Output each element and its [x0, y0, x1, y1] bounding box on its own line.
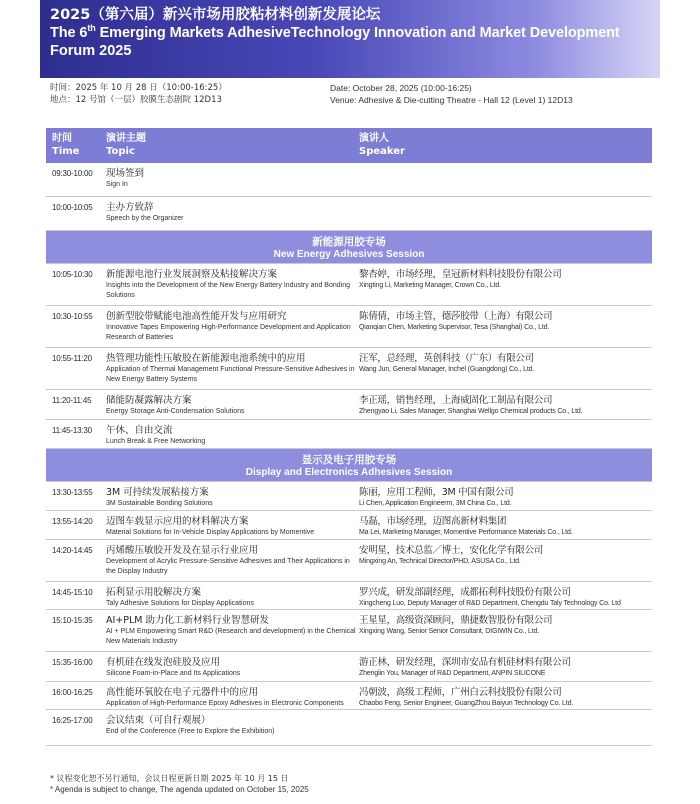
row-speaker — [357, 487, 652, 510]
topic-en: Development of Acrylic Pressure-Sensitive Adhesives and Their Applications in the Display Industry — [106, 558, 350, 575]
agenda-row — [46, 420, 652, 449]
row-speaker — [357, 395, 652, 419]
speaker-cn: 黎杏婷，市场经理，皇冠新材料科技股份有限公司 — [359, 269, 562, 280]
agenda-row — [46, 390, 652, 420]
topic-en: Application of High-Performance Epoxy Adhesives in Electronic Components — [106, 700, 344, 707]
session-title-en: New Energy Adhesives Session — [273, 249, 425, 260]
topic-en: Sign In — [106, 181, 128, 188]
speaker-cn: 马磊，市场经理，迈图高新材料集团 — [359, 516, 507, 527]
row-time: 15:35-16:00 — [52, 658, 93, 667]
row-topic — [102, 687, 357, 709]
venue-cn: 地点：12 号馆（一层）胶膜生态剧院 12D13 — [50, 95, 222, 105]
title-en: The 6th Emerging Markets AdhesiveTechnology Innovation and Market Development — [50, 23, 620, 41]
date-en: Date: October 28, 2025 (10:00-16:25) — [330, 83, 472, 93]
topic-cn: 有机硅在线发泡硅胶及应用 — [106, 657, 221, 668]
header-speaker-en: Speaker — [359, 146, 405, 157]
speaker-en: Mingxing An, Technical Director/PHD, ASUSA Co., Ltd. — [359, 558, 521, 565]
time-cn: 时间：2025 年 10 月 28 日（10:00-16:25） — [50, 83, 227, 93]
speaker-cn: 王星星，高级资深顾问，鼎捷数智股份有限公司 — [359, 615, 553, 626]
rows-new-energy — [46, 264, 652, 449]
header-topic-en: Topic — [106, 146, 135, 157]
topic-cn: 午休、自由交流 — [106, 425, 173, 436]
topic-en: Lunch Break & Free Networking — [106, 438, 206, 445]
speaker-en: Zhenglin You, Manager of R&D Department, ANPIN SILICONE — [359, 670, 546, 677]
header-topic-cn: 演讲主题 — [106, 133, 146, 144]
row-speaker — [357, 545, 652, 581]
topic-cn: 丙烯酸压敏胶开发及在显示行业应用 — [106, 545, 259, 556]
speaker-en: Ma Lei, Marketing Manager, Momentive Performance Materials Co., Ltd. — [359, 529, 573, 536]
venue-en: Venue: Adhesive & Die-cutting Theatre - Hall 12 (Level 1) 12D13 — [330, 95, 573, 105]
topic-en: Speech by the Organizer — [106, 215, 184, 222]
agenda-table — [46, 128, 652, 746]
row-time: 10:55-11:20 — [52, 354, 92, 363]
note-cn: * 议程变化恕不另行通知，会议日程更新日期 2025 年 10 月 15 日 — [50, 774, 289, 783]
row-topic — [102, 615, 357, 651]
speaker-cn: 罗兴成，研发部副经理，成都拓利科技股份有限公司 — [359, 587, 571, 598]
row-speaker — [357, 516, 652, 539]
header-time-en: Time — [52, 146, 80, 157]
speaker-cn: 李正瑶，销售经理，上海威固化工制品有限公司 — [359, 395, 553, 406]
topic-en: Material Solutions for In-Vehicle Display Applications by Momentive — [106, 529, 315, 536]
row-speaker — [357, 425, 652, 448]
row-time: 16:25-17:00 — [52, 716, 93, 725]
row-time: 10:00-10:05 — [52, 203, 93, 212]
event-info — [50, 82, 660, 106]
row-time: 11:20-11:45 — [52, 396, 92, 405]
speaker-en: Wang Jun, General Manager, Inchel (Guangdong) Co., Ltd. — [359, 366, 535, 373]
row-speaker — [357, 168, 652, 196]
speaker-en: Xingxing Wang, Senior Senior Consultant, DIGIWIN Co., Ltd. — [359, 628, 540, 635]
note-en: * Agenda is subject to change, The agenda updated on October 15, 2025 — [50, 785, 309, 794]
speaker-en: Xingting Li, Marketing Manager, Crown Co., Ltd. — [359, 282, 501, 289]
row-topic — [102, 425, 357, 448]
topic-en: 3M Sustainable Bonding Solutions — [106, 500, 213, 507]
speaker-cn: 安明星，技术总监／博士，安化化学有限公司 — [359, 545, 544, 556]
topic-en: End of the Conference (Free to Explore the Exhibition) — [106, 728, 275, 735]
topic-en: AI + PLM Empowering Smart R&D (Research and development) in the Chemical New Materials Industry — [106, 628, 356, 645]
row-speaker — [357, 715, 652, 745]
row-time: 13:55-14:20 — [52, 517, 93, 526]
agenda-row — [46, 197, 652, 231]
topic-cn: 迈图车载显示应用的材料解决方案 — [106, 516, 249, 527]
row-speaker — [357, 353, 652, 389]
agenda-row — [46, 163, 652, 197]
row-time: 15:10-15:35 — [52, 616, 93, 625]
speaker-en: Li Chen, Application Engineerm, 3M China Co., Ltd. — [359, 500, 512, 507]
topic-cn: 主办方致辞 — [106, 202, 154, 213]
topic-cn: 现场签到 — [106, 168, 145, 179]
topic-en: Insights into the Development of the New Energy Battery Industry and Bonding Solutions — [106, 282, 350, 299]
row-time: 14:45-15:10 — [52, 588, 93, 597]
row-topic — [102, 202, 357, 230]
agenda-table-header — [46, 128, 652, 163]
speaker-cn: 游正林，研发经理，深圳市安品有机硅材料有限公司 — [359, 657, 571, 668]
row-time: 09:30-10:00 — [52, 169, 93, 178]
row-topic — [102, 168, 357, 196]
topic-en: Application of Thermal Management Functional Pressure-Sensitive Adhesives in New Energy Battery Systems — [106, 366, 355, 383]
row-speaker — [357, 202, 652, 230]
row-time: 10:05-10:30 — [52, 270, 93, 279]
speaker-cn: 陈倩倩，市场主管，德莎胶带（上海）有限公司 — [359, 311, 553, 322]
session-title-cn: 新能源用胶专场 — [312, 236, 386, 248]
row-topic — [102, 311, 357, 347]
speaker-en: Zhengyao Li, Sales Manager, Shanghai Wellgo Chemical products Co., Ltd. — [359, 408, 583, 415]
agenda-notes — [50, 773, 309, 795]
row-speaker — [357, 587, 652, 609]
row-topic — [102, 395, 357, 419]
session-title-cn: 显示及电子用胶专场 — [301, 454, 397, 466]
session-title-en: Display and Electronics Adhesives Session — [245, 467, 453, 478]
topic-en: Taly Adhesive Solutions for Display Applications — [106, 600, 254, 607]
title-en-line2: Forum 2025 — [50, 43, 132, 59]
row-time: 13:30-13:55 — [52, 488, 93, 497]
speaker-en: Chaobo Feng, Senior Engineer, GuangZhou Baiyun Technology Co. Ltd. — [359, 700, 574, 707]
row-speaker — [357, 311, 652, 347]
rows-top — [46, 163, 652, 231]
topic-cn: 拓利显示用胶解决方案 — [106, 587, 202, 598]
topic-en: Silicone Foam-in-Place and Its Applications — [106, 670, 241, 677]
topic-cn: 高性能环氧胶在电子元器件中的应用 — [106, 687, 259, 698]
row-speaker — [357, 657, 652, 681]
row-topic — [102, 353, 357, 389]
agenda-row — [46, 682, 652, 710]
agenda-row — [46, 264, 652, 306]
agenda-row — [46, 306, 652, 348]
rows-display-electronics — [46, 482, 652, 746]
topic-cn: 储能防凝露解决方案 — [106, 395, 192, 406]
row-topic — [102, 545, 357, 581]
speaker-en: Xingcheng Luo, Deputy Manager of R&D Department, Chengdu Taly Technology Co. Ltd — [359, 600, 621, 607]
session-display-electronics — [46, 449, 652, 482]
speaker-cn: 冯朝波，高级工程师，广州白云科技股份有限公司 — [359, 687, 562, 698]
header-time-cn: 时间 — [52, 133, 72, 144]
speaker-cn: 汪军，总经理，英创科技（广东）有限公司 — [359, 353, 534, 364]
row-topic — [102, 487, 357, 510]
topic-cn: 会议结束（可自行观展） — [106, 715, 211, 726]
row-topic — [102, 516, 357, 539]
row-topic — [102, 269, 357, 305]
row-time: 16:00-16:25 — [52, 688, 93, 697]
agenda-row — [46, 610, 652, 652]
speaker-cn: 陈丽，应用工程师，3M 中国有限公司 — [359, 487, 514, 498]
agenda-row — [46, 710, 652, 746]
row-time: 14:20-14:45 — [52, 546, 93, 555]
topic-cn: 新能源电池行业发展洞察及粘接解决方案 — [106, 269, 278, 280]
topic-cn: 3M 可持续发展粘接方案 — [106, 487, 209, 498]
row-topic — [102, 587, 357, 609]
topic-cn: AI+PLM 助力化工新材料行业智慧研发 — [106, 615, 269, 626]
agenda-row — [46, 582, 652, 610]
topic-cn: 热管理功能性压敏胶在新能源电池系统中的应用 — [106, 353, 306, 364]
row-speaker — [357, 615, 652, 651]
agenda-row — [46, 482, 652, 511]
agenda-row — [46, 652, 652, 682]
row-speaker — [357, 687, 652, 709]
agenda-row — [46, 511, 652, 540]
forum-header — [40, 0, 660, 78]
session-new-energy — [46, 231, 652, 264]
row-topic — [102, 715, 357, 745]
row-speaker — [357, 269, 652, 305]
title-cn: 2025（第六届）新兴市场用胶粘材料创新发展论坛 — [50, 7, 381, 23]
topic-cn: 创新型胶带赋能电池高性能开发与应用研究 — [106, 311, 287, 322]
topic-en: Innovative Tapes Empowering High-Performance Development and Application Research of Batteries — [106, 324, 351, 341]
header-speaker-cn: 演讲人 — [359, 133, 389, 144]
row-time: 11:45-13:30 — [52, 426, 92, 435]
speaker-en: Qianqian Chen, Marketing Supervisor, Tesa (Shanghai) Co., Ltd. — [359, 324, 550, 331]
topic-en: Energy Storage Anti-Condensation Solutions — [106, 408, 245, 415]
row-topic — [102, 657, 357, 681]
agenda-row — [46, 348, 652, 390]
row-time: 10:30-10:55 — [52, 312, 93, 321]
agenda-row — [46, 540, 652, 582]
